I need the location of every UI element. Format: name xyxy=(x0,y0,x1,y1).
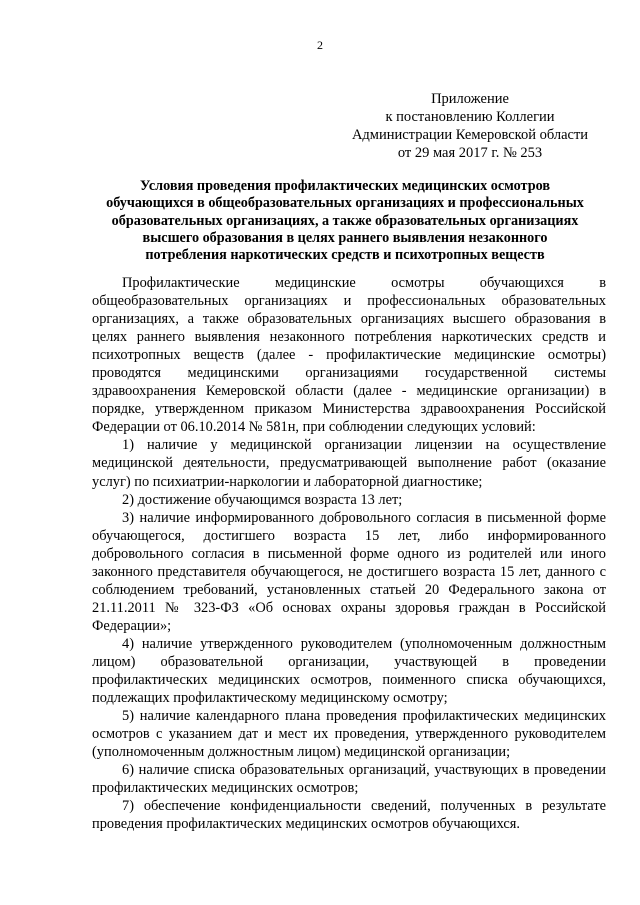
title-line: образовательных организациях, а также образовательных организациях xyxy=(111,212,579,229)
condition-item-2: 2) достижение обучающимся возраста 13 лет; xyxy=(122,491,403,508)
appendix-line: Администрации Кемеровской области xyxy=(351,127,589,143)
appendix-line: от 29 мая 2017 г. № 253 xyxy=(397,145,543,161)
intro-paragraph: Профилактические медицинские осмотры обучающихся в общеобразовательных организациях и профессиональных образовательных организациях, а также образовательных организациях высшего образования в целях раннего выявления незаконного потребления наркотических средств и психотропных веществ (далее - профилактические медицинские осмотры) проводятся медицинскими организациями государственной системы здравоохранения Кемеровской области (далее - медицинские организации) в порядке, утвержденном приказом Министерства здравоохранения Российской Федерации от 06.10.2014 № 581н, при соблюдении следующих условий: xyxy=(92,275,606,436)
document-body xyxy=(92,274,606,833)
condition-item-7: 7) обеспечение конфиденциальности сведений, полученных в результате проведения профилактических медицинских осмотров обучающихся. xyxy=(92,798,606,833)
title-line: высшего образования в целях раннего выявления незаконного xyxy=(142,229,548,246)
appendix-line: к постановлению Коллегии xyxy=(385,109,555,125)
document-title xyxy=(80,178,610,264)
condition-item-1: 1) наличие у медицинской организации лицензии на осуществление медицинской деятельности, предусматривающей выполнение работ (оказание услуг) по психиатрии-наркологии и лабораторной диагностике; xyxy=(92,437,606,490)
title-line: Условия проведения профилактических медицинских осмотров xyxy=(140,178,550,194)
condition-item-3: 3) наличие информированного добровольного согласия в письменной форме обучающегося, достигшего возраста 15 лет, либо информированного добровольного согласия в письменной форме одного из родителей или иного законного представителя обучающегося, не достигшего возраста 15 лет, данного с соблюдением требований, установленных статьей 20 Федерального закона от 21.11.2011 № 323-ФЗ «Об основах охраны здоровья граждан в Российской Федерации»; xyxy=(92,509,606,634)
appendix-line: Приложение xyxy=(431,91,509,107)
title-line: обучающихся в общеобразовательных организациях и профессиональных xyxy=(106,195,584,212)
appendix-header xyxy=(320,90,620,162)
condition-item-5: 5) наличие календарного плана проведения профилактических медицинских осмотров с указанием дат и мест их проведения, утвержденного руководителем (уполномоченным должностным лицом) медицинской организации; xyxy=(92,708,606,761)
condition-item-4: 4) наличие утвержденного руководителем (уполномоченным должностным лицом) образовательной организации, участвующей в проведении профилактических медицинских осмотров, поименного списка обучающихся, подлежащих профилактическому медицинскому осмотру; xyxy=(92,635,606,707)
condition-item-6: 6) наличие списка образовательных организаций, участвующих в проведении профилактических медицинских осмотров; xyxy=(92,762,606,797)
title-line: потребления наркотических средств и психотропных веществ xyxy=(145,247,545,264)
page-number: 2 xyxy=(317,38,323,52)
